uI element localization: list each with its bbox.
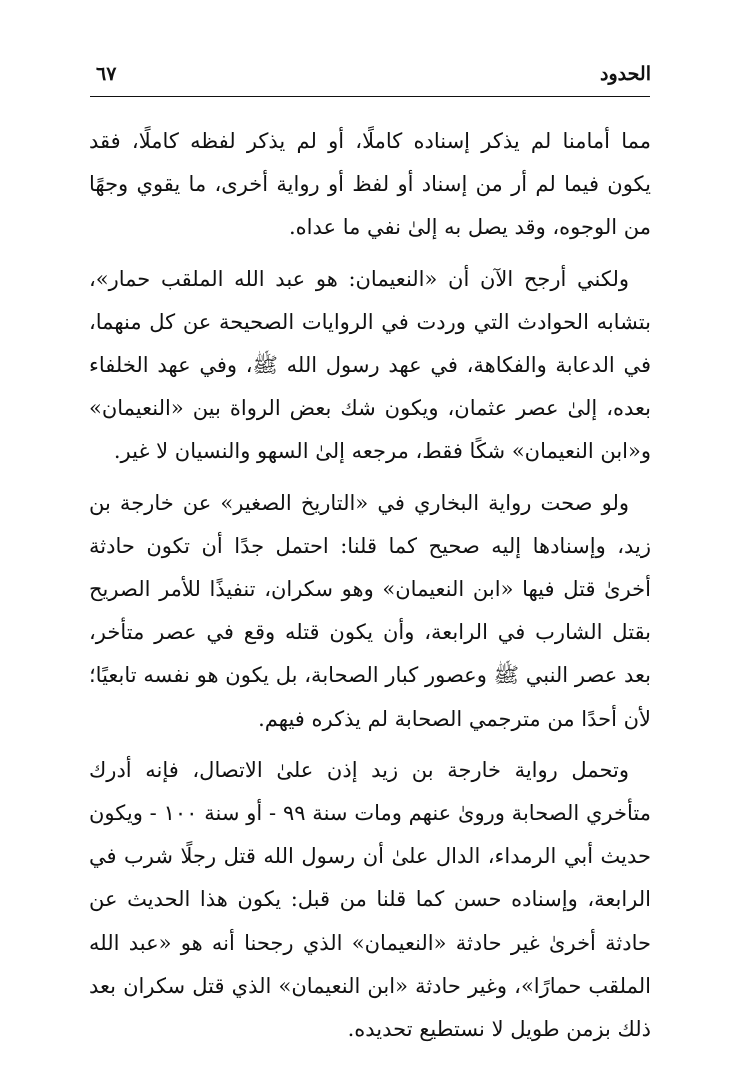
paragraph-3: ولو صحت رواية البخاري في «التاريخ الصغير» عن خارجة بن زيد، وإسنادها إليه صحيح كما قلنا: احتمل جدًا أن تكون حادثة أخرىٰ قتل فيها «ابن النعيمان» وهو سكران، تنفيذًا للأمر الصريح بقتل الشارب في الرابعة، وأن يكون قتله وقع في عصر متأخر، بعد عصر النبي ﷺ وعصور كبار الصحابة، بل يكون هو نفسه تابعيًا؛ لأن أحدًا من مترجمي الصحابة لم يذكره فيهم. <box>89 490 651 731</box>
paragraph-2: ولكني أرجح الآن أن «النعيمان: هو عبد الله الملقب حمار»، بتشابه الحوادث التي وردت في الروايات الصحيحة عن كل منهما، في الدعابة والفكاهة، في عهد رسول الله ﷺ، وفي عهد الخلفاء بعده، إلىٰ عصر عثمان، ويكون شك بعض الرواة بين «النعيمان» و«ابن النعيمان» شكًا فقط، مرجعه إلىٰ السهو والنسيان لا غير. <box>89 266 651 464</box>
page-number: ٦٧ <box>96 63 117 85</box>
running-title: الحدود <box>600 63 651 85</box>
paragraph-4: وتحمل رواية خارجة بن زيد إذن علىٰ الاتصال، فإنه أدرك متأخري الصحابة وروىٰ عنهم ومات سنة ٩٩ - أو سنة ١٠٠ - ويكون حديث أبي الرمداء، الدال علىٰ أن رسول الله قتل رجلًا شرب في الرابعة، وإسناده حسن كما قلنا من قبل: يكون هذا الحديث عن حادثة أخرىٰ غير حادثة «النعيمان» الذي رجحنا أنه هو «عبد الله الملقب حمارًا»، وغير حادثة «ابن النعيمان» الذي قتل سكران بعد ذلك بزمن طويل لا نستطيع تحديده. <box>89 757 651 1042</box>
paragraph-1: مما أمامنا لم يذكر إسناده كاملًا، أو لم يذكر لفظه كاملًا، فقد يكون فيما لم أر من إسناد أو لفظ أو رواية أخرى، ما يقوي وجهًا من الوجوه، وقد يصل به إلىٰ نفي ما عداه. <box>89 129 651 240</box>
body-text <box>89 120 651 1059</box>
header-divider <box>90 96 650 97</box>
